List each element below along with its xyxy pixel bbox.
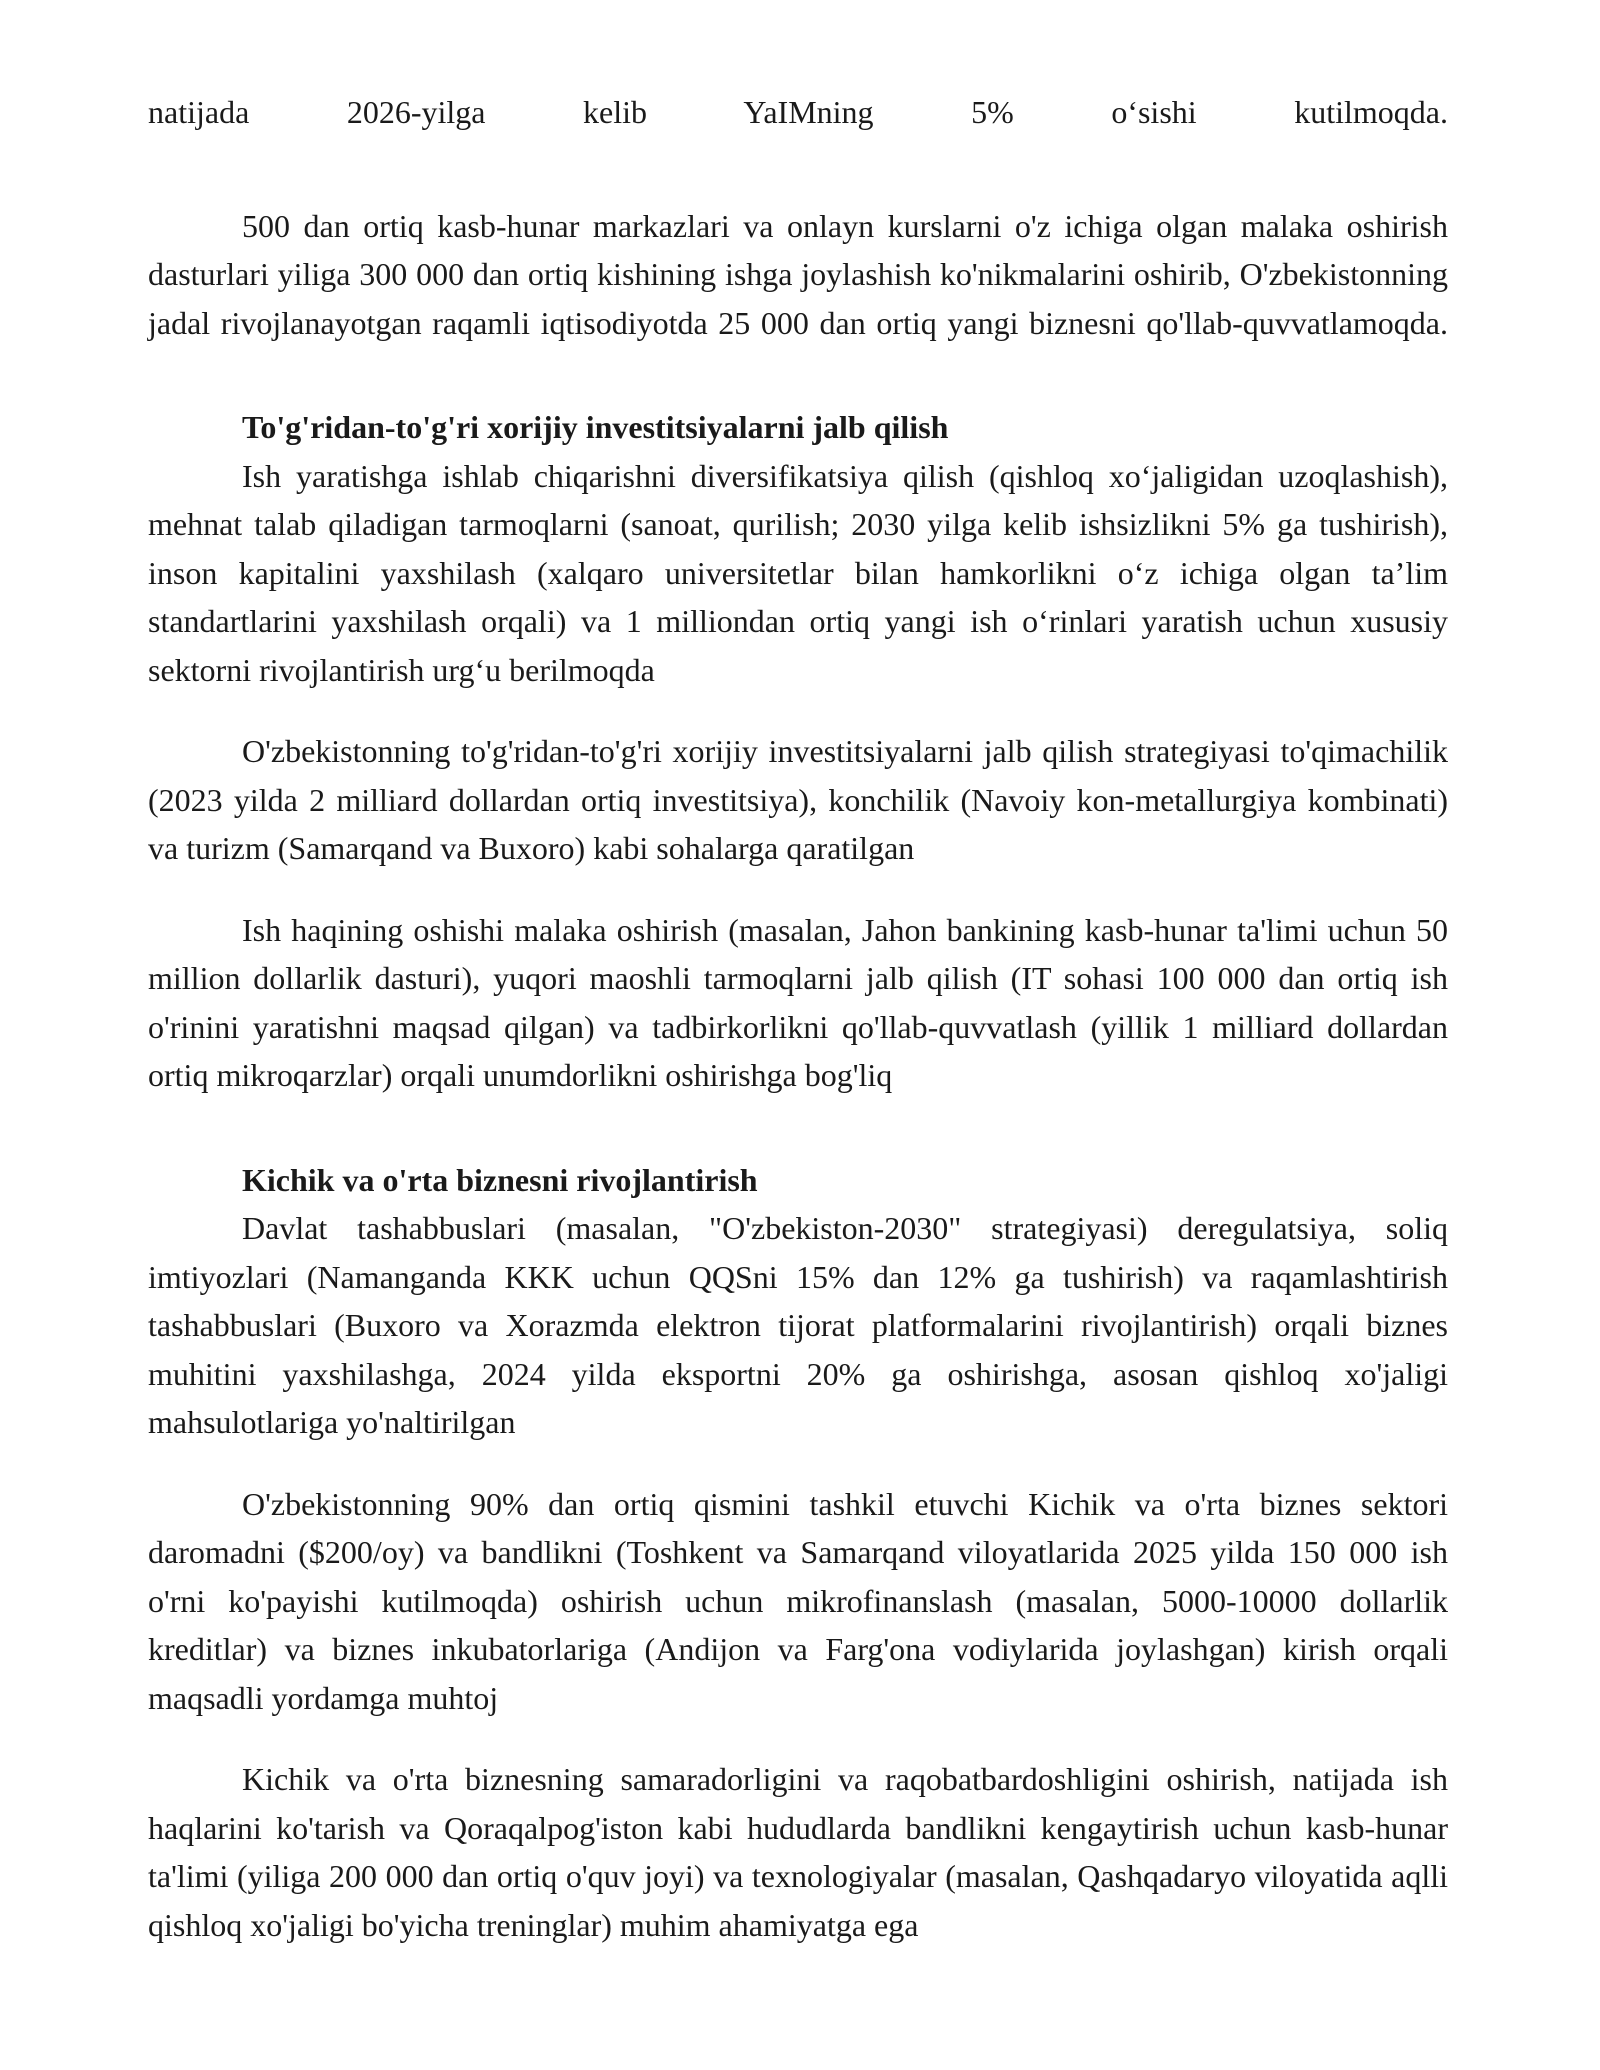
paragraph-training-programs: 500 dan ortiq kasb-hunar markazlari va onlayn kurslarni o'z ichiga olgan malaka oshirish dasturlari yiliga 300 000 dan ortiq kishining ishga joylashish ko'nikmalarini oshirib, O'zbekistonning jadal rivojlanayotgan raqamli iqtisodiyotda 25 000 dan ortiq yangi biznesni qo'llab-quvvatlamoqda.: [148, 207, 1448, 341]
document-page: [148, 88, 1448, 1982]
paragraph-sme-2: O'zbekistonning 90% dan ortiq qismini tashkil etuvchi Kichik va o'rta biznes sektori daromadni ($200/oy) va bandlikni (Toshkent va Samarqand viloyatlarida 2025 yilda 150 000 ish o'rni ko'payishi kutilmoqda) oshirish uchun mikrofinanslash (masalan, 5000-10000 dollarlik kreditlar) va biznes inkubatorlariga (Andijon va Farg'ona vodiylarida joylashgan) kirish orqali maqsadli yordamga muhtoj: [148, 1485, 1448, 1716]
section-heading-fdi: To'g'ridan-to'g'ri xorijiy investitsiyalarni jalb qilish: [242, 409, 949, 445]
paragraph-fdi-3: Ish haqining oshishi malaka oshirish (masalan, Jahon bankining kasb-hunar ta'limi uchun 50 million dollarlik dasturi), yuqori maoshli tarmoqlarni jalb qilish (IT sohasi 100 000 dan ortiq ish o'rinini yaratishni maqsad qilgan) va tadbirkorlikni qo'llab-quvvatlash (yillik 1 milliard dollardan ortiq mikroqarzlar) orqali unumdorlikni oshirishga bog'liq: [148, 911, 1448, 1093]
section-heading-sme: Kichik va o'rta biznesni rivojlantirish: [242, 1161, 758, 1198]
intro-line: natijada 2026-yilga kelib YaIMning 5% o‘sishi kutilmoqda.: [148, 94, 1448, 130]
paragraph-sme-1: Davlat tashabbuslari (masalan, "O'zbekiston-2030" strategiyasi) deregulatsiya, soliq imtiyozlari (Namanganda KKK uchun QQSni 15% dan 12% ga tushirish) va raqamlashtirish tashabbuslari (Buxoro va Xorazmda elektron tijorat platformalarini rivojlantirish) orqali biznes muhitini yaxshilashga, 2024 yilda eksportni 20% ga oshirishga, asosan qishloq xo'jaligi mahsulotlariga yo'naltirilgan: [148, 1210, 1448, 1440]
paragraph-fdi-2: O'zbekistonning to'g'ridan-to'g'ri xorijiy investitsiyalarni jalb qilish strategiyasi to'qimachilik (2023 yilda 2 milliard dollardan ortiq investitsiya), konchilik (Navoiy kon-metallurgiya kombinati) va turizm (Samarqand va Buxoro) kabi sohalarga qaratilgan: [148, 733, 1448, 866]
paragraph-sme-3: Kichik va o'rta biznesning samaradorligini va raqobatbardoshligini oshirish, natijada ish haqlarini ko'tarish va Qoraqalpog'iston kabi hududlarda bandlikni kengaytirish uchun kasb-hunar ta'limi (yiliga 200 000 dan ortiq o'quv joyi) va texnologiyalar (masalan, Qashqadaryo viloyatida aqlli qishloq xo'jaligi bo'yicha treninglar) muhim ahamiyatga ega: [148, 1761, 1448, 1943]
paragraph-fdi-1: Ish yaratishga ishlab chiqarishni diversifikatsiya qilish (qishloq xo‘jaligidan uzoqlashish), mehnat talab qiladigan tarmoqlarni (sanoat, qurilish; 2030 yilga kelib ishsizlikni 5% ga tushirish), inson kapitalini yaxshilash (xalqaro universitetlar bilan hamkorlikni o‘z ichiga olgan ta’lim standartlarini yaxshilash orqali) va 1 milliondan ortiq yangi ish o‘rinlari yaratish uchun xususiy sektorni rivojlantirish urg‘u berilmoqda: [148, 457, 1448, 688]
